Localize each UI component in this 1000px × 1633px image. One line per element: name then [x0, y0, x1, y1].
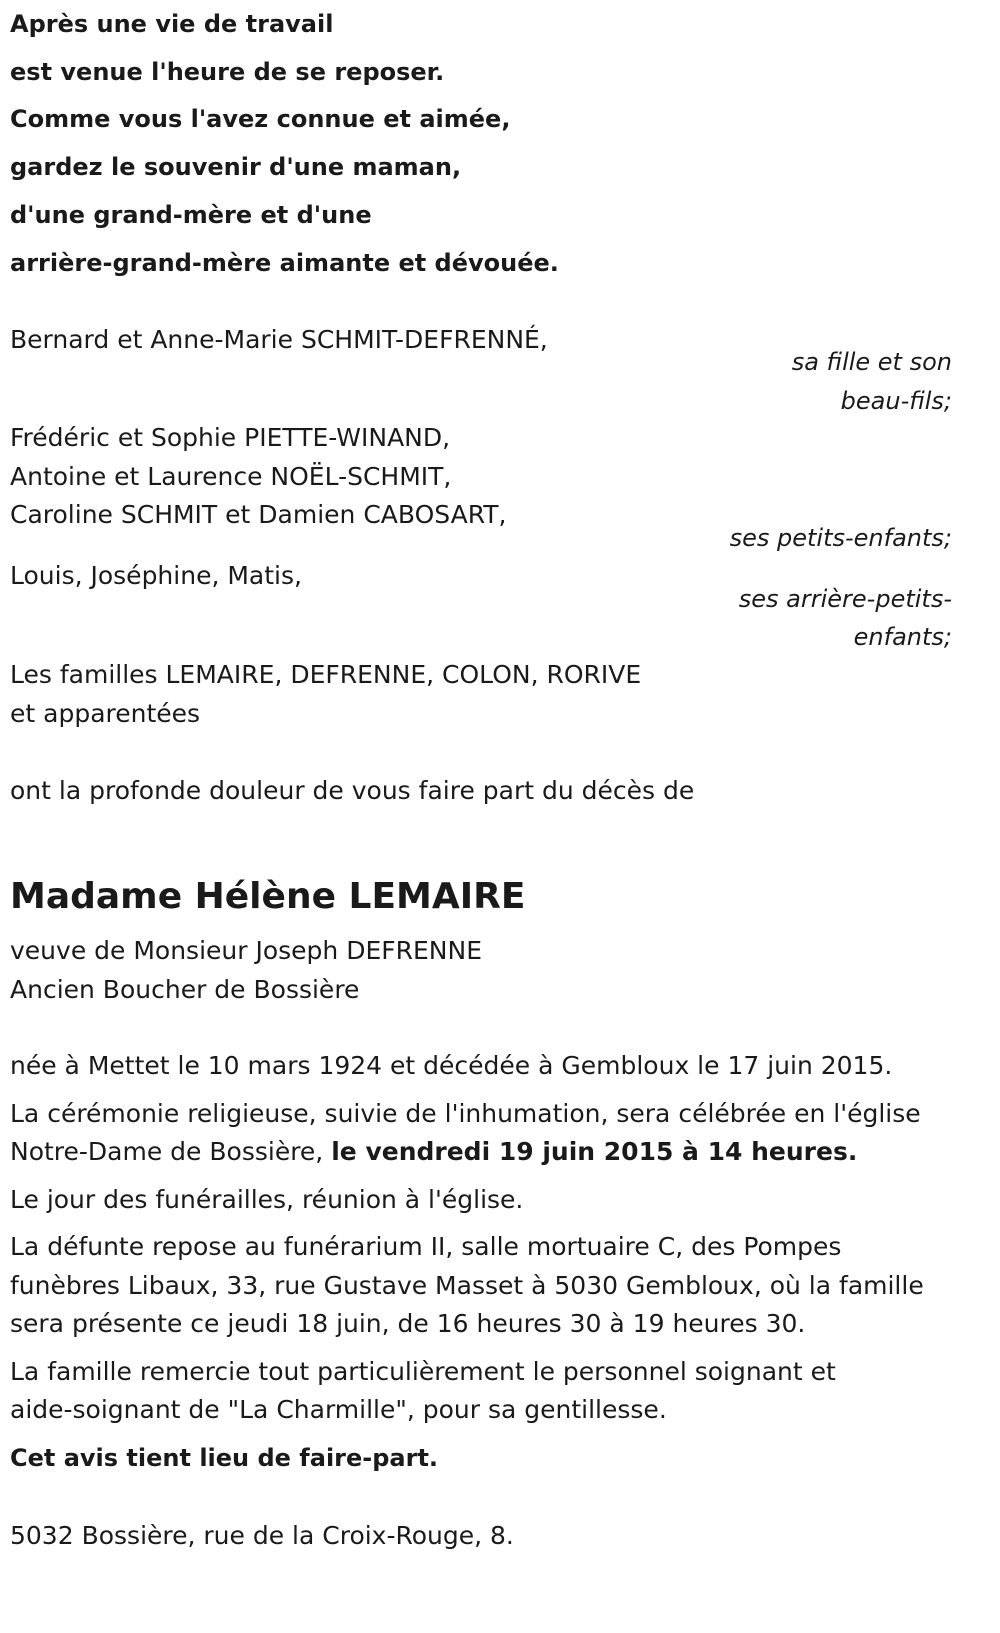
family-grandchild: Antoine et Laurence NOËL-SCHMIT, — [10, 462, 452, 491]
rest-info-line: funèbres Libaux, 33, rue Gustave Masset à 5030 Gembloux, où la famille — [10, 1271, 924, 1300]
announcement-text: ont la profonde douleur de vous faire part du décès de — [10, 776, 695, 805]
family-daughter: Bernard et Anne-Marie SCHMIT-DEFRENNÉ, — [10, 325, 548, 354]
family-grandchildren-role: ses petits-enfants; — [729, 524, 952, 552]
ceremony-line — [10, 1132, 857, 1172]
poem-line: gardez le souvenir d'une maman, — [10, 153, 462, 181]
family-grandchild: Frédéric et Sophie PIETTE-WINAND, — [10, 423, 451, 452]
notice-text: Cet avis tient lieu de faire-part. — [10, 1444, 439, 1472]
birth-death-dates: née à Mettet le 10 mars 1924 et décédée à Gembloux le 17 juin 2015. — [10, 1051, 893, 1080]
ceremony-date: le vendredi 19 juin 2015 à 14 heures. — [331, 1137, 858, 1166]
family-daughter-role: sa fille et son — [791, 348, 952, 376]
family-relatives: et apparentées — [10, 699, 201, 728]
family-grandchild: Caroline SCHMIT et Damien CABOSART, — [10, 500, 507, 529]
address-text: 5032 Bossière, rue de la Croix-Rouge, 8. — [10, 1521, 514, 1550]
poem-line: arrière-grand-mère aimante et dévouée. — [10, 249, 559, 277]
ceremony-line: La cérémonie religieuse, suivie de l'inhumation, sera célébrée en l'église — [10, 1099, 921, 1128]
rest-info-line: sera présente ce jeudi 18 juin, de 16 heures 30 à 19 heures 30. — [10, 1309, 806, 1338]
deceased-name: Madame Hélène LEMAIRE — [10, 876, 526, 917]
family-great-grandchildren: Louis, Joséphine, Matis, — [10, 561, 302, 590]
family-great-grandchildren-role: enfants; — [853, 623, 952, 651]
deceased-detail: veuve de Monsieur Joseph DEFRENNE — [10, 936, 482, 965]
family-daughter-role: beau-fils; — [840, 387, 952, 415]
poem-line: est venue l'heure de se reposer. — [10, 58, 445, 86]
poem-line: Après une vie de travail — [10, 10, 334, 38]
poem-line: d'une grand-mère et d'une — [10, 201, 372, 229]
family-great-grandchildren-role: ses arrière-petits- — [738, 585, 952, 613]
family-relatives: Les familles LEMAIRE, DEFRENNE, COLON, RORIVE — [10, 660, 642, 689]
meeting-info: Le jour des funérailles, réunion à l'église. — [10, 1185, 524, 1214]
rest-info-line: La défunte repose au funérarium II, salle mortuaire C, des Pompes — [10, 1232, 842, 1261]
deceased-detail: Ancien Boucher de Bossière — [10, 975, 360, 1004]
thanks-line: La famille remercie tout particulièrement le personnel soignant et — [10, 1357, 836, 1386]
thanks-line: aide-soignant de "La Charmille", pour sa gentillesse. — [10, 1395, 667, 1424]
ceremony-place: Notre-Dame de Bossière, — [10, 1137, 332, 1166]
poem-line: Comme vous l'avez connue et aimée, — [10, 105, 511, 133]
